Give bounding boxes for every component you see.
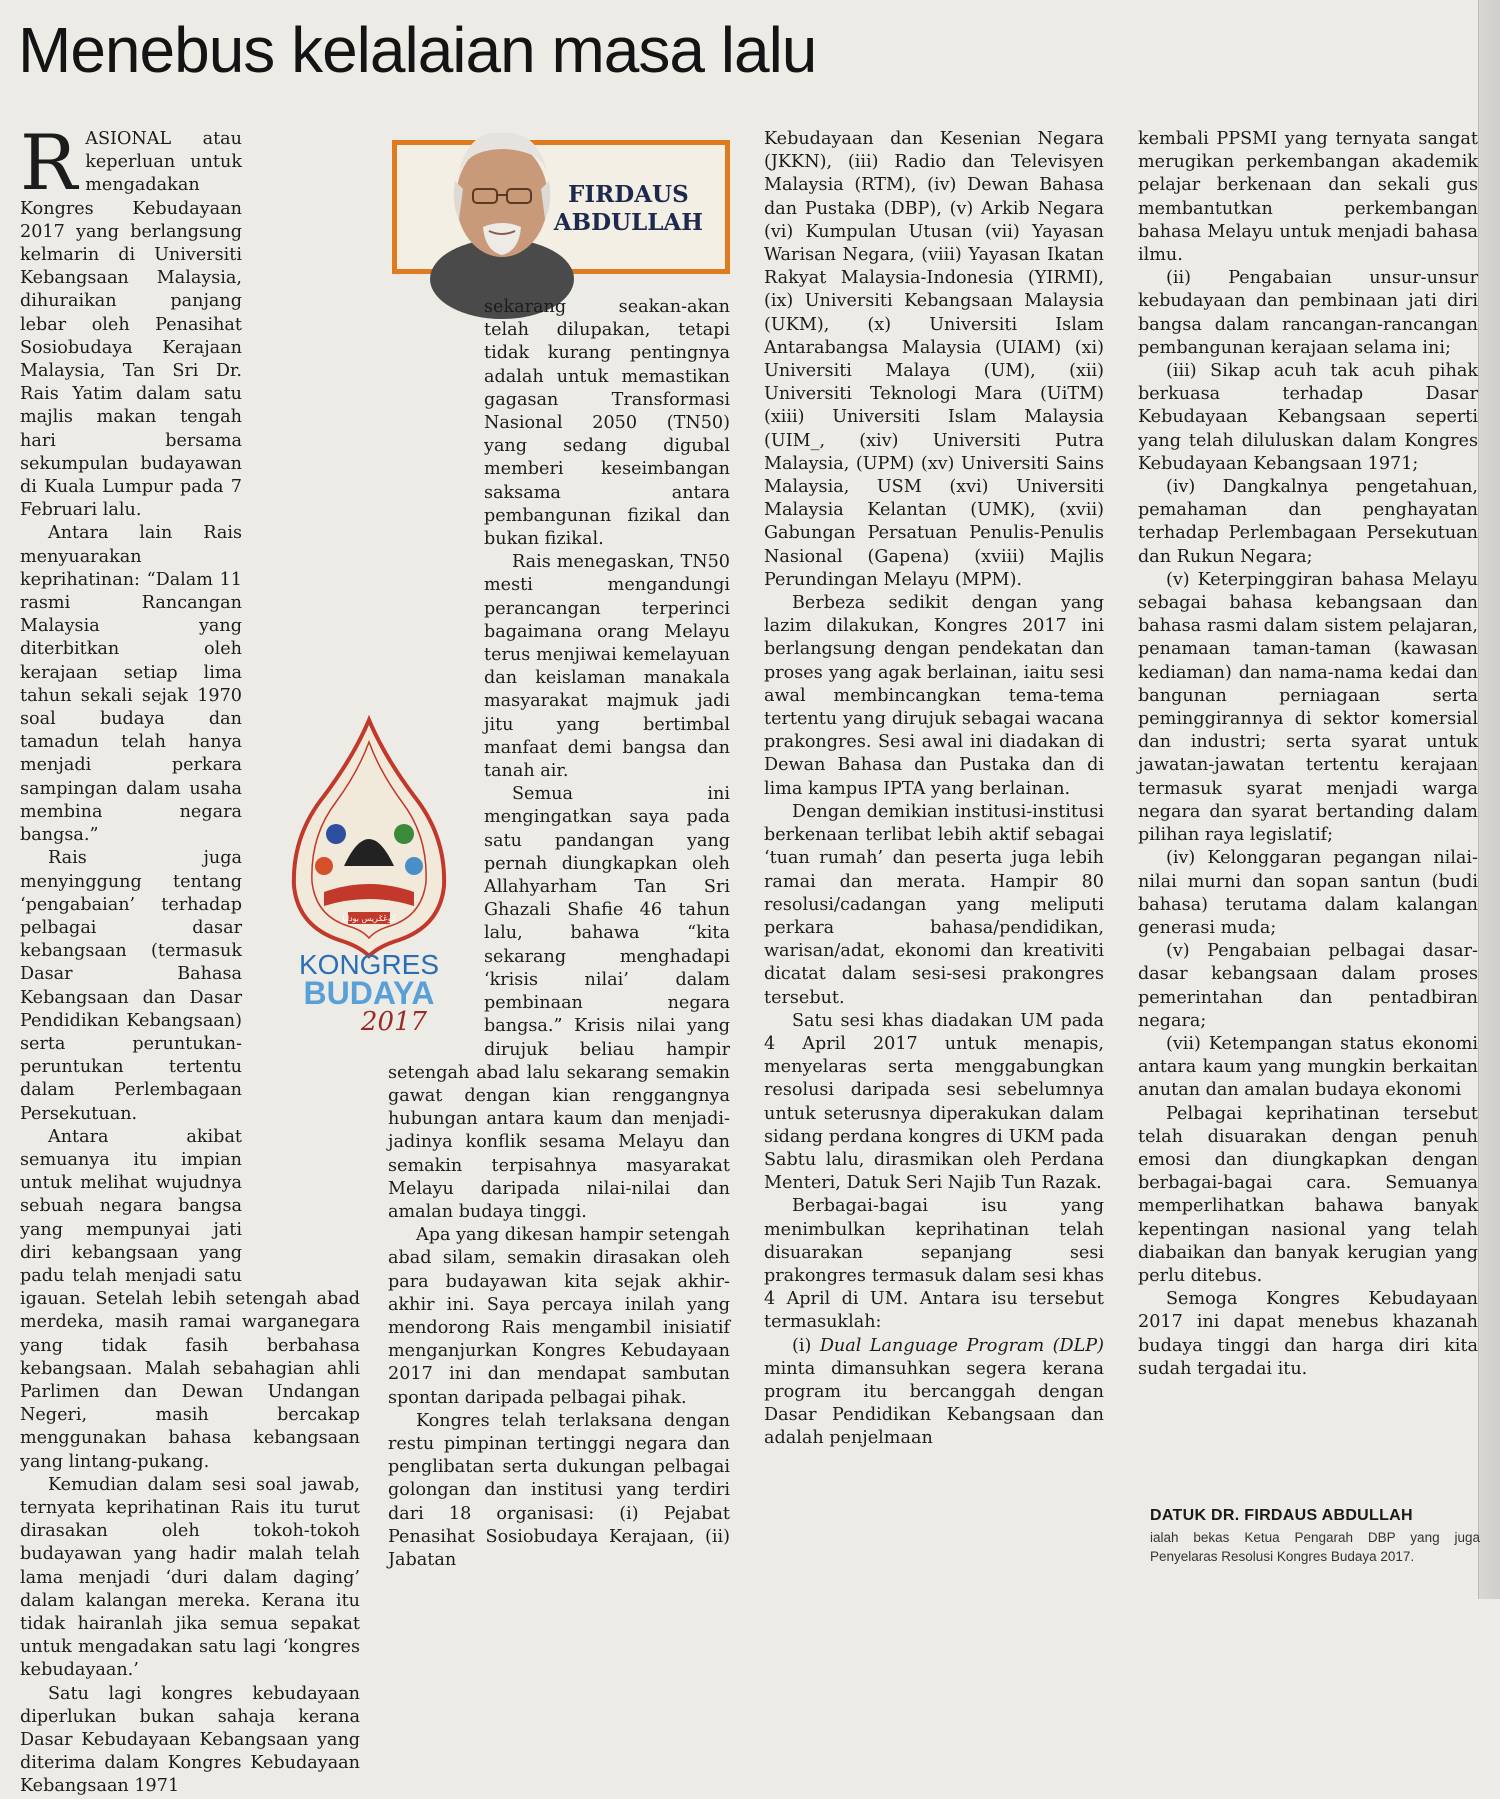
article-column-2	[388, 296, 730, 1568]
logo-wrap-space	[242, 700, 360, 1280]
paragraph: kembali PPSMI yang ternyata sangat merugikan perkembangan akademik pelajar berkenaan dan sekali gus membantutkan perkembangan bahasa Melayu untuk menjadi bahasa ilmu.	[1138, 129, 1478, 266]
paragraph	[20, 118, 360, 522]
paragraph: Apa yang dikesan hampir setengah abad silam, semakin dirasakan oleh para budayawan kita sejak akhir-akhir ini. Saya percaya inilah yang mendorong Rais mengambil inisiatif menganjurkan Kongres Kebudayaan 2017 ini dan mendapat sambutan spontan daripada pelbagai pihak.	[388, 1225, 730, 1408]
author-first-name: FIRDAUS	[568, 181, 689, 208]
paragraph: Kongres telah terlaksana dengan restu pimpinan tertinggi negara dan penglibatan serta dukungan pelbagai golongan dan institusi yang terdiri dari 18 organisasi: (i) Pejabat Penasihat Sosiobudaya Kerajaan, (ii) Jabatan	[388, 1410, 730, 1570]
paragraph: Semua ini mengingatkan saya pada satu pandangan yang pernah diungkapkan oleh Allahyarham Tan Sri Ghazali Shafie 46 tahun lalu, bahawa “kita sekarang menghadapi ‘krisis nilai’ dalam pembinaan negara bangsa.” Krisis nilai yang dirujuk beliau hampir setengah abad lalu sekarang semakin gawat dengan kian renggangnya hubungan antara kaum dan menjadi-jadinya konflik sesama Melayu dan semakin terpisahnya masyarakat Melayu daripada nilai-nilai dan amalan budaya tinggi.	[388, 784, 730, 1222]
paragraph: Antara lain Rais menyuarakan keprihatinan: “Dalam 11 rasmi Rancangan Malaysia yang diterbitkan oleh kerajaan setiap lima tahun sekali sejak 1970 soal budaya dan tamadun telah hanya menjadi perkara sampingan dalam usaha membina negara bangsa.”	[20, 523, 242, 846]
author-signature-block	[1150, 1507, 1480, 1566]
adjacent-page-edge	[1478, 0, 1500, 1599]
drop-cap: R	[20, 118, 78, 207]
paragraph: (vii) Ketempangan status ekonomi antara kaum yang mungkin berkaitan anutan dan amalan budaya ekonomi	[1138, 1033, 1478, 1101]
paragraph: Pelbagai keprihatinan tersebut telah disuarakan dengan penuh emosi dan diungkapkan dengan berbagai-bagai cara. Semuanya memperlihatkan bahawa banyak kepentingan nasional yang telah diabaikan dan banyak kerugian yang perlu ditebus.	[1138, 1103, 1478, 1286]
article-column-1	[20, 118, 360, 1797]
logo-line1: KONGRES	[298, 949, 440, 980]
author-box	[392, 140, 730, 274]
paragraph: Antara akibat semuanya itu impian untuk melihat wujudnya sebuah negara bangsa yang mempunyai jati diri kebangsaan yang padu telah menjadi satu igauan. Setelah lebih setengah abad merdeka, masih ramai warganegara yang tidak fasih berbahasa kebangsaan. Malah sebahagian ahli Parlimen dan Dewan Undangan Negeri, masih bercakap menggunakan bahasa kebangsaan yang lintang-pukang.	[20, 1126, 360, 1472]
paragraph: (v) Keterpinggiran bahasa Melayu sebagai bahasa kebangsaan dan bahasa rasmi dalam sistem pelajaran, penamaan taman-taman (kawasan kediaman) dan nama-nama kedai dan bangunan perniagaan serta peminggirannya di sektor komersial dan industri; serta syarat untuk jawatan-jawatan tertentu kerajaan termasuk syarat menjadi warga negara dan syarat bertanding dalam pilihan raya legislatif;	[1138, 569, 1478, 846]
author-signature-description: ialah bekas Ketua Pengarah DBP yang juga Penyelaras Resolusi Kongres Budaya 2017.	[1150, 1530, 1480, 1564]
logo-jawi-text: كوڠݢريس بودايا	[342, 914, 396, 923]
paragraph: (iv) Kelonggaran pegangan nilai-nilai murni dan sopan santun (budi bahasa) terutama dalam kalangan generasi muda;	[1138, 848, 1478, 938]
logo-line3: 2017	[360, 1007, 428, 1037]
paragraph: Berbeza sedikit dengan yang lazim dilakukan, Kongres 2017 ini berlangsung dengan pendekatan dan proses yang agak berlainan, iaitu sesi awal membincangkan tema-tema tertentu yang dirujuk sebagai wacana prakongres. Sesi awal ini diadakan di Dewan Bahasa dan Pustaka dan di lima kampus IPTA yang berlainan.	[764, 593, 1104, 799]
paragraph: Kemudian dalam sesi soal jawab, ternyata keprihatinan Rais itu turut dirasakan oleh tokoh-tokoh budayawan yang hadir malah telah lama menjadi ‘duri dalam daging’ dalam kalangan mereka. Kerana itu tidak hairanlah jika semua sepakat untuk mengadakan satu lagi ‘kongres kebudayaan.’	[20, 1474, 360, 1681]
article-column-3	[764, 128, 1104, 1568]
paragraph: Kebudayaan dan Kesenian Negara (JKKN), (iii) Radio dan Televisyen Malaysia (RTM), (iv) Dewan Bahasa dan Pustaka (DBP), (v) Arkib Negara (vi) Kumpulan Utusan (vii) Yayasan Warisan Negara, (viii) Yayasan Ikatan Rakyat Malaysia-Indonesia (YIRMI), (ix) Universiti Kebangsaan Malaysia (UKM), (x) Universiti Islam Antarabangsa Malaysia (UIAM) (xi) Universiti Malaya (UM), (xii) Universiti Teknologi Mara (UiTM) (xiii) Universiti Islam Malaysia (UIM_, (xiv) Universiti Putra Malaysia, (UPM) (xv) Universiti Sains Malaysia, USM (xvi) Universiti Malaysia Kelantan (UMK), (xvii) Gabungan Persatuan Penulis-Penulis Nasional (Gapena) (xviii) Majlis Perundingan Melayu (MPM).	[764, 129, 1104, 590]
paragraph: Dengan demikian institusi-institusi berkenaan terlibat lebih aktif sebagai ‘tuan rumah’ dan peserta juga lebih ramai dan merata. Hampir 80 resolusi/cadangan yang meliputi perkara bahasa/pendidikan, warisan/adat, ekonomi dan kreativiti dicatat dalam sesi-sesi prakongres tersebut.	[764, 801, 1104, 1008]
paragraph: Semoga Kongres Kebudayaan 2017 ini dapat menebus khazanah budaya tinggi dan harga diri kita sudah tergadai itu.	[1138, 1289, 1478, 1379]
author-signature-name: DATUK DR. FIRDAUS ABDULLAH	[1150, 1507, 1413, 1524]
paragraph: Satu sesi khas diadakan UM pada 4 April 2017 untuk menapis, menyelaras serta menggabungkan resolusi daripada sesi sebelumnya untuk seterusnya diperakukan dalam sidang perdana kongres di UKM pada Sabtu lalu, dirasmikan oleh Perdana Menteri, Datuk Seri Najib Tun Razak.	[764, 1010, 1104, 1194]
paragraph: (iv) Dangkalnya pengetahuan, pemahaman dan penghayatan terhadap Perlembagaan Persekutuan dan Rukun Negara;	[1138, 477, 1478, 567]
issue-program-name: Dual Language Program (DLP)	[819, 1335, 1104, 1356]
paragraph: sekarang seakan-akan telah dilupakan, tetapi tidak kurang pentingnya adalah untuk memastikan gagasan Transformasi Nasional 2050 (TN50) yang sedang digubal memberi keseimbangan saksama antara pembangunan fizikal dan bukan fizikal.	[484, 297, 730, 550]
paragraph: (iii) Sikap acuh tak acuh pihak berkuasa terhadap Dasar Kebudayaan Kebangsaan seperti yang telah diluluskan dalam Kongres Kebudayaan Kebangsaan 1971;	[1138, 361, 1478, 474]
logo-line2: BUDAYA	[303, 975, 435, 1011]
paragraph: Berbagai-bagai isu yang menimbulkan keprihatinan telah disuarakan sepanjang sesi prakongres termasuk dalam sesi khas 4 April di UM. Antara isu tersebut termasuklah:	[764, 1196, 1104, 1333]
paragraph: Rais menegaskan, TN50 mesti mengandungi perancangan terperinci bagaimana orang Melayu terus menjiwai kemelayuan dan keislaman manakala masyarakat majmuk jadi jitu yang bertimbal manfaat demi bangsa dan tanah air.	[484, 552, 730, 782]
issue-text: minta dimansuhkan segera kerana program itu bercanggah dengan Dasar Pendidikan Kebangsaan dan adalah penjelmaan	[764, 1358, 1104, 1449]
article-column-4	[1138, 128, 1478, 1568]
paragraph: (v) Pengabaian pelbagai dasar-dasar kebangsaan dalam proses pemerintahan dan pentadbiran negara;	[1138, 941, 1478, 1031]
author-last-name: ABDULLAH	[553, 209, 703, 236]
paragraph-issue-list-item	[764, 1335, 1104, 1451]
author-name-label	[554, 181, 703, 237]
paragraph: Satu lagi kongres kebudayaan diperlukan bukan sahaja kerana Dasar Kebudayaan Kebangsaan yang diterima dalam Kongres Kebudayaan Kebangsaan 1971	[20, 1683, 360, 1797]
paragraph: Rais juga menyinggung tentang ‘pengabaian’ terhadap pelbagai dasar kebangsaan (termasuk Dasar Bahasa Kebangsaan dan Dasar Pendidikan Kebangsaan) serta peruntukan-peruntukan tertentu dalam Perlembagaan Persekutuan.	[20, 848, 242, 1124]
issue-number: (i)	[792, 1335, 820, 1356]
paragraph: (ii) Pengabaian unsur-unsur kebudayaan dan pembinaan jati diri bangsa dalam rancangan-rancangan pembangunan kerajaan selama ini;	[1138, 268, 1478, 358]
headline: Menebus kelalaian masa lalu	[18, 14, 817, 86]
logo-wrap-space	[388, 680, 484, 1050]
paragraph-text: ASIONAL atau keperluan untuk mengadakan Kongres Kebudayaan 2017 yang berlangsung kelmarin di Universiti Kebangsaan Malaysia, dihuraikan panjang lebar oleh Penasihat Sosiobudaya Kerajaan Malaysia, Tan Sri Dr. Rais Yatim dalam satu majlis makan tengah hari bersama sekumpulan budayawan di Kuala Lumpur pada 7 Februari lalu.	[20, 129, 242, 521]
